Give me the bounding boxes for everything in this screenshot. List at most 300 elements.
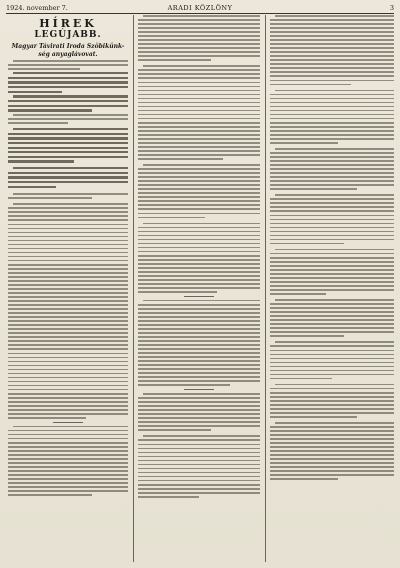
text-line [270, 470, 394, 472]
text-line [8, 417, 86, 419]
text-line [270, 202, 394, 204]
text-line [270, 331, 394, 333]
text-line [138, 138, 260, 140]
text-line [138, 488, 260, 490]
text-line [138, 496, 199, 498]
text-line [138, 35, 260, 37]
text-line [8, 68, 80, 70]
text-line [270, 458, 394, 460]
text-line [275, 249, 394, 251]
text-line [270, 239, 394, 241]
text-line [138, 19, 260, 21]
text-line [8, 373, 128, 375]
text-line [8, 312, 128, 314]
text-line [270, 243, 344, 245]
text-line [138, 184, 260, 186]
text-line [8, 458, 128, 460]
text-line [138, 55, 260, 57]
text-line [138, 263, 260, 265]
text-line [270, 293, 326, 295]
text-line [138, 176, 260, 178]
text-line [270, 474, 394, 476]
text-line [270, 188, 357, 190]
text-line [138, 98, 260, 100]
text-line [138, 23, 260, 25]
text-line [8, 353, 128, 355]
text-line [138, 213, 260, 215]
text-line [8, 219, 128, 221]
text-line [138, 47, 260, 49]
text-line [8, 348, 128, 350]
text-line [8, 142, 128, 144]
text-line [8, 494, 92, 496]
text-line [8, 332, 128, 334]
text-line [8, 336, 128, 338]
column-rule [133, 15, 134, 562]
text-line [270, 71, 394, 73]
text-line [138, 114, 260, 116]
text-line [138, 456, 260, 458]
text-line [8, 304, 128, 306]
text-line [138, 271, 260, 273]
text-line [138, 275, 260, 277]
text-line [138, 312, 260, 314]
text-line [270, 51, 394, 53]
text-line [270, 253, 394, 255]
text-line [8, 450, 128, 452]
text-line [8, 482, 128, 484]
text-line [8, 413, 128, 415]
text-line [138, 43, 260, 45]
text-line [270, 235, 394, 237]
text-line [8, 91, 62, 93]
text-line [138, 279, 260, 281]
text-line [138, 150, 260, 152]
text-line [8, 228, 128, 230]
text-line [270, 257, 394, 259]
text-line [270, 285, 394, 287]
text-line [8, 308, 128, 310]
text-line [8, 409, 128, 411]
text-line [8, 462, 128, 464]
text-line [138, 364, 260, 366]
text-line [138, 27, 260, 29]
text-line [138, 417, 260, 419]
text-line [8, 137, 128, 139]
text-line [138, 39, 260, 41]
text-line [8, 118, 128, 120]
text-line [138, 110, 260, 112]
section-subheading: LEGÚJABB. [34, 30, 102, 40]
text-line [138, 368, 260, 370]
text-line [8, 133, 128, 135]
text-line [270, 106, 394, 108]
text-line [8, 122, 68, 124]
text-line [138, 122, 260, 124]
text-line [275, 341, 394, 343]
text-line [8, 434, 128, 436]
text-line [270, 231, 394, 233]
text-line [8, 470, 128, 472]
text-line [270, 219, 394, 221]
text-line [138, 73, 260, 75]
text-line [270, 160, 394, 162]
text-line [8, 430, 128, 432]
article-separator [53, 422, 83, 423]
text-line [270, 335, 344, 337]
text-line [8, 81, 128, 83]
text-line [270, 98, 394, 100]
text-line [270, 319, 394, 321]
text-line [8, 172, 128, 174]
text-line [13, 203, 128, 205]
text-line [270, 59, 394, 61]
text-line [13, 114, 128, 116]
text-line [270, 118, 394, 120]
text-line [270, 478, 338, 480]
text-line [138, 134, 260, 136]
text-line [138, 204, 260, 206]
text-line [143, 435, 260, 437]
text-line [270, 84, 351, 86]
text-line [270, 265, 394, 267]
text-line [143, 164, 260, 166]
text-line [8, 244, 128, 246]
text-line [270, 206, 394, 208]
text-line [270, 374, 394, 376]
text-line [270, 466, 394, 468]
text-line [270, 350, 394, 352]
text-line [270, 412, 394, 414]
text-line [138, 192, 260, 194]
text-line [138, 336, 260, 338]
text-line [270, 269, 394, 271]
text-line [8, 236, 128, 238]
text-line [275, 194, 394, 196]
text-line [8, 328, 128, 330]
text-line [8, 385, 128, 387]
text-line [270, 176, 394, 178]
text-line [270, 450, 394, 452]
text-line [270, 442, 394, 444]
text-line [138, 429, 211, 431]
text-line [8, 393, 128, 395]
text-line [138, 259, 260, 261]
text-line [138, 328, 260, 330]
text-line [270, 462, 394, 464]
text-line [275, 384, 394, 386]
text-line [138, 267, 260, 269]
text-line [270, 110, 394, 112]
text-line [270, 273, 394, 275]
text-line [8, 344, 128, 346]
text-line [138, 376, 260, 378]
text-line [270, 307, 394, 309]
text-line [270, 354, 394, 356]
text-line [8, 109, 92, 111]
text-line [270, 55, 394, 57]
text-line [8, 300, 128, 302]
text-line [270, 362, 394, 364]
text-line [8, 324, 128, 326]
text-line [270, 378, 332, 380]
text-line [8, 280, 128, 282]
text-line [270, 392, 394, 394]
text-line [138, 332, 260, 334]
text-line [143, 393, 260, 395]
text-line [138, 158, 223, 160]
text-line [13, 95, 128, 97]
text-line [8, 288, 128, 290]
text-line [138, 401, 260, 403]
text-line [270, 396, 394, 398]
text-line [138, 308, 260, 310]
text-line [8, 105, 128, 107]
text-line [143, 65, 260, 67]
text-line [138, 448, 260, 450]
text-line [138, 405, 260, 407]
column-2 [138, 15, 260, 562]
text-line [270, 35, 394, 37]
text-line [270, 400, 394, 402]
text-line [138, 425, 260, 427]
text-line [8, 316, 128, 318]
text-line [138, 291, 217, 293]
text-line [270, 277, 394, 279]
text-line [8, 340, 128, 342]
text-line [270, 345, 394, 347]
text-line [138, 283, 260, 285]
text-line [270, 416, 357, 418]
text-line [13, 72, 128, 74]
text-line [8, 151, 128, 153]
text-line [270, 126, 394, 128]
text-line [138, 397, 260, 399]
text-line [270, 223, 394, 225]
text-line [270, 198, 394, 200]
text-line [8, 156, 128, 158]
text-line [138, 227, 260, 229]
text-line [8, 181, 128, 183]
text-line [138, 196, 260, 198]
text-line [270, 138, 394, 140]
text-line [270, 142, 338, 144]
text-line [138, 106, 260, 108]
text-line [8, 264, 128, 266]
text-line [138, 118, 260, 120]
text-line [8, 377, 128, 379]
text-line [8, 211, 128, 213]
text-line [138, 324, 260, 326]
text-line [8, 361, 128, 363]
text-line [138, 384, 230, 386]
text-line [8, 86, 128, 88]
text-line [270, 227, 394, 229]
text-line [270, 311, 394, 313]
text-line [138, 439, 260, 441]
text-line [8, 478, 128, 480]
section-heading: HÍREK [39, 17, 97, 30]
text-line [270, 215, 394, 217]
text-line [275, 299, 394, 301]
text-line [8, 147, 128, 149]
text-line [8, 446, 128, 448]
text-line [138, 472, 260, 474]
column-3 [270, 15, 394, 562]
text-line [138, 217, 205, 219]
text-line [8, 160, 74, 162]
text-line [8, 466, 128, 468]
text-line [138, 287, 260, 289]
text-line [8, 438, 128, 440]
issue-date: 1924. november 7. [6, 4, 68, 12]
page-number: 3 [389, 4, 394, 12]
text-line [8, 256, 128, 258]
text-line [8, 284, 128, 286]
text-line [270, 430, 394, 432]
text-line [13, 128, 128, 130]
text-line [270, 404, 394, 406]
text-line [270, 358, 394, 360]
text-line [270, 23, 394, 25]
text-line [138, 69, 260, 71]
text-line [270, 408, 394, 410]
column-rule [265, 15, 266, 562]
text-line [13, 60, 128, 62]
text-line [138, 208, 260, 210]
text-line [138, 180, 260, 182]
text-line [138, 409, 260, 411]
article-separator [184, 389, 214, 390]
newspaper-name: ARADI KÖZLÖNY [167, 4, 233, 12]
lead-line: Magyar Távirati Iroda Szöbikünk-ség anyaglávovat. [11, 43, 125, 58]
text-line [138, 31, 260, 33]
text-line [8, 292, 128, 294]
text-line [8, 397, 128, 399]
text-line [270, 315, 394, 317]
text-line [270, 168, 394, 170]
text-line [270, 67, 394, 69]
text-line [143, 223, 260, 225]
text-line [138, 348, 260, 350]
text-line [8, 176, 128, 178]
text-line [143, 15, 260, 17]
text-line [13, 426, 128, 428]
text-line [138, 231, 260, 233]
text-line [270, 388, 394, 390]
text-line [270, 31, 394, 33]
text-line [138, 94, 260, 96]
article-separator [184, 296, 214, 297]
text-line [270, 39, 394, 41]
text-line [138, 484, 260, 486]
text-line [270, 130, 394, 132]
text-line [8, 252, 128, 254]
text-line [270, 63, 394, 65]
text-line [138, 360, 260, 362]
text-line [138, 142, 260, 144]
text-line [8, 100, 128, 102]
text-line [138, 102, 260, 104]
text-line [270, 426, 394, 428]
text-line [270, 47, 394, 49]
text-line [270, 289, 394, 291]
text-line [270, 366, 394, 368]
text-line [138, 480, 260, 482]
text-line [270, 184, 394, 186]
text-line [270, 210, 394, 212]
text-line [270, 434, 394, 436]
text-line [8, 369, 128, 371]
text-line [138, 356, 260, 358]
text-line [138, 247, 260, 249]
text-line [8, 77, 128, 79]
text-line [8, 240, 128, 242]
text-line [138, 421, 260, 423]
text-line [270, 114, 394, 116]
text-line [270, 454, 394, 456]
text-line [270, 94, 394, 96]
text-line [8, 197, 92, 199]
text-line [275, 90, 394, 92]
text-line [270, 43, 394, 45]
text-line [8, 296, 128, 298]
text-line [270, 134, 394, 136]
text-line [138, 344, 260, 346]
text-line [138, 90, 260, 92]
text-line [270, 172, 394, 174]
text-line [138, 460, 260, 462]
text-line [138, 188, 260, 190]
text-line [8, 224, 128, 226]
text-line [8, 474, 128, 476]
text-line [138, 352, 260, 354]
text-line [270, 27, 394, 29]
text-line [138, 492, 260, 494]
text-line [270, 19, 394, 21]
text-line [270, 370, 394, 372]
text-line [270, 261, 394, 263]
text-line [8, 490, 128, 492]
text-line [8, 454, 128, 456]
text-line [8, 389, 128, 391]
text-line [8, 357, 128, 359]
text-line [270, 164, 394, 166]
text-line [138, 77, 260, 79]
text-line [138, 304, 260, 306]
text-line [270, 180, 394, 182]
text-line [138, 340, 260, 342]
text-line [8, 401, 128, 403]
text-line [138, 452, 260, 454]
text-line [270, 152, 394, 154]
text-line [275, 422, 394, 424]
text-line [138, 51, 260, 53]
text-line [138, 413, 260, 415]
text-line [8, 64, 128, 66]
text-line [138, 251, 260, 253]
column-1 [8, 15, 128, 562]
text-line [138, 239, 260, 241]
text-line [8, 232, 128, 234]
text-line [138, 468, 260, 470]
text-line [138, 243, 260, 245]
text-line [270, 75, 394, 77]
text-line [275, 15, 394, 17]
text-line [138, 464, 260, 466]
text-line [138, 255, 260, 257]
text-line [270, 303, 394, 305]
